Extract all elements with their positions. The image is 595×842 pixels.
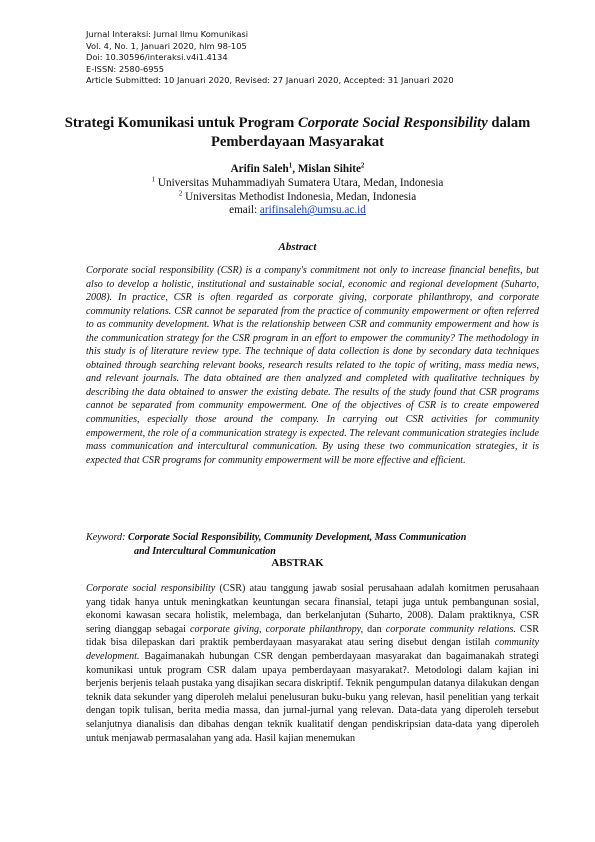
journal-eissn: E-ISSN: 2580-6955 [86, 63, 165, 74]
affiliation-1-sup: 1 [151, 175, 156, 184]
abstrak-s3: CSR tidak bisa dilepaskan dari praktik pemberdayaan masyarakat atau sering disebut dengan istilah [86, 623, 540, 649]
email-link[interactable]: arifinsaleh@umsu.ac.id [259, 204, 366, 217]
affiliation-1 [60, 177, 535, 191]
author-1-sup: 1 [288, 161, 293, 170]
email-line [60, 204, 535, 218]
title-italic: Corporate Social Responsibility [297, 115, 488, 131]
article-dates: Article Submitted: 10 Januari 2020, Revised: 27 Januari 2020, Accepted: 31 Januari 2020 [86, 75, 454, 86]
journal-name: Jurnal Interaksi: Jurnal Ilmu Komunikasi [86, 29, 249, 39]
affiliation-2-text: Universitas Methodist Indonesia, Medan, Indonesia [182, 190, 417, 203]
abstract-heading: Abstract [278, 241, 317, 253]
affiliation-2 [60, 188, 535, 205]
abstrak-s1: (CSR) atau tanggung jawab sosial perusahaan adalah komitmen perusahaan yang tidak hanya untuk meningkatkan keuntungan secara finansial, tetapi juga untuk pembangunan sosial, ekonomi kawasan secara holistik, melembaga, dan berkelanjutan (Suharto, 2008). Dalam praktiknya, CSR sering dianggap sebagai [86, 583, 539, 635]
author-separator: , [292, 163, 298, 175]
affiliation-2-sup: 2 [178, 188, 183, 197]
affiliation-1-text: Universitas Muhammadiyah Sumatera Utara, Medan, Indonesia [155, 176, 444, 189]
paper-title [60, 114, 535, 152]
keyword-line-1: Corporate Social Responsibility, Community Development, Mass Communication [127, 532, 467, 543]
abstrak-s4: Bagaimanakah hubungan CSR dengan pemberdayaan masyarakat dan bagaimanakah strategi komunikasi untuk program CSR dalam upaya pemberdayaan masyarakat?. Metodologi dalam kajian ini berjenis berjenis telaah pustaka yang disajikan secara diskriptif. Teknik pengumpulan datanya dilakukan dengan teknik data sekunder yang diperoleh melalui penelusuran buku-buku yang relevan, hasil penelitian yang terkait dengan topik tulisan, berita media massa, dan jurnal-jurnal yang relevan. Data-data yang diperoleh tersebut selanjutnya dianalisis dan dibahas dengan teknik kualitatif dengan pendiskripsian data-data yang diperoleh untuk menjawab permasalahan yang ada. Hasil kajian menemukan [86, 650, 539, 744]
keyword-label: Keyword: [86, 532, 128, 543]
abstrak-heading: ABSTRAK [271, 557, 324, 569]
email-label: email: [229, 204, 260, 217]
journal-volume: Vol. 4, No. 1, Januari 2020, hlm 98-105 [86, 40, 247, 51]
abstract-text: Corporate social responsibility (CSR) is a company's commitment not only to increase financial benefits, but also to develop a holistic, institutional and sustainable social, economic and regional development (Suharto, 2008). In practice, CSR is often regarded as corporate giving, corporate philanthropy, and corporate community relations. CSR cannot be separated from the practice of community empowerment or often referred to as community development. What is the relationship between CSR and community empowerment and how is the communication strategy for the CSR program in an effort to empower the community? The methodology in this study is of literature review type. The technique of data collection is done by secondary data techniques obtained through searching relevant books, research results related to the topic of writing, mass media news, and relevant journals. The data obtained are then analyzed and completed with qualitative techniques by describing the data obtained to answer the existing debate. The results of the study found that CSR programs cannot be separated from community empowerment. One of the objectives of CSR is to create empowered communities, especially those around the company. In carrying out CSR activities for community empowerment, the role of a communication strategy is expected. The relevant communication strategies include mass communication and intercultural communication. By using these two communication strategies, it is expected that CSR programs for community empowerment will be more effective and efficient. [86, 265, 539, 466]
abstrak-s4-italic: community development. [86, 637, 539, 662]
author-2-sup: 2 [360, 161, 365, 170]
title-part2: dalam Pemberdayaan Masyarakat [210, 115, 531, 150]
author-2: Mislan Sihite [297, 163, 361, 175]
abstrak-s3-italic: corporate community relations. [385, 623, 516, 635]
journal-header [86, 29, 454, 87]
journal-doi: Doi: 10.30596/interaksi.v4i1.4134 [86, 52, 228, 63]
title-part1: Strategi Komunikasi untuk Program [64, 115, 298, 131]
abstrak-s2: dan [363, 623, 386, 635]
abstrak-s1-italic: Corporate social responsibility [86, 583, 216, 594]
keyword-line-2: and Intercultural Communication [134, 545, 276, 557]
abstrak-text [86, 582, 539, 745]
keyword-block [86, 531, 546, 558]
author-block [60, 163, 535, 218]
author-names [60, 163, 535, 177]
author-1: Arifin Saleh [230, 163, 289, 175]
abstrak-s2-italic: corporate giving, corporate philanthropy, [189, 623, 364, 635]
